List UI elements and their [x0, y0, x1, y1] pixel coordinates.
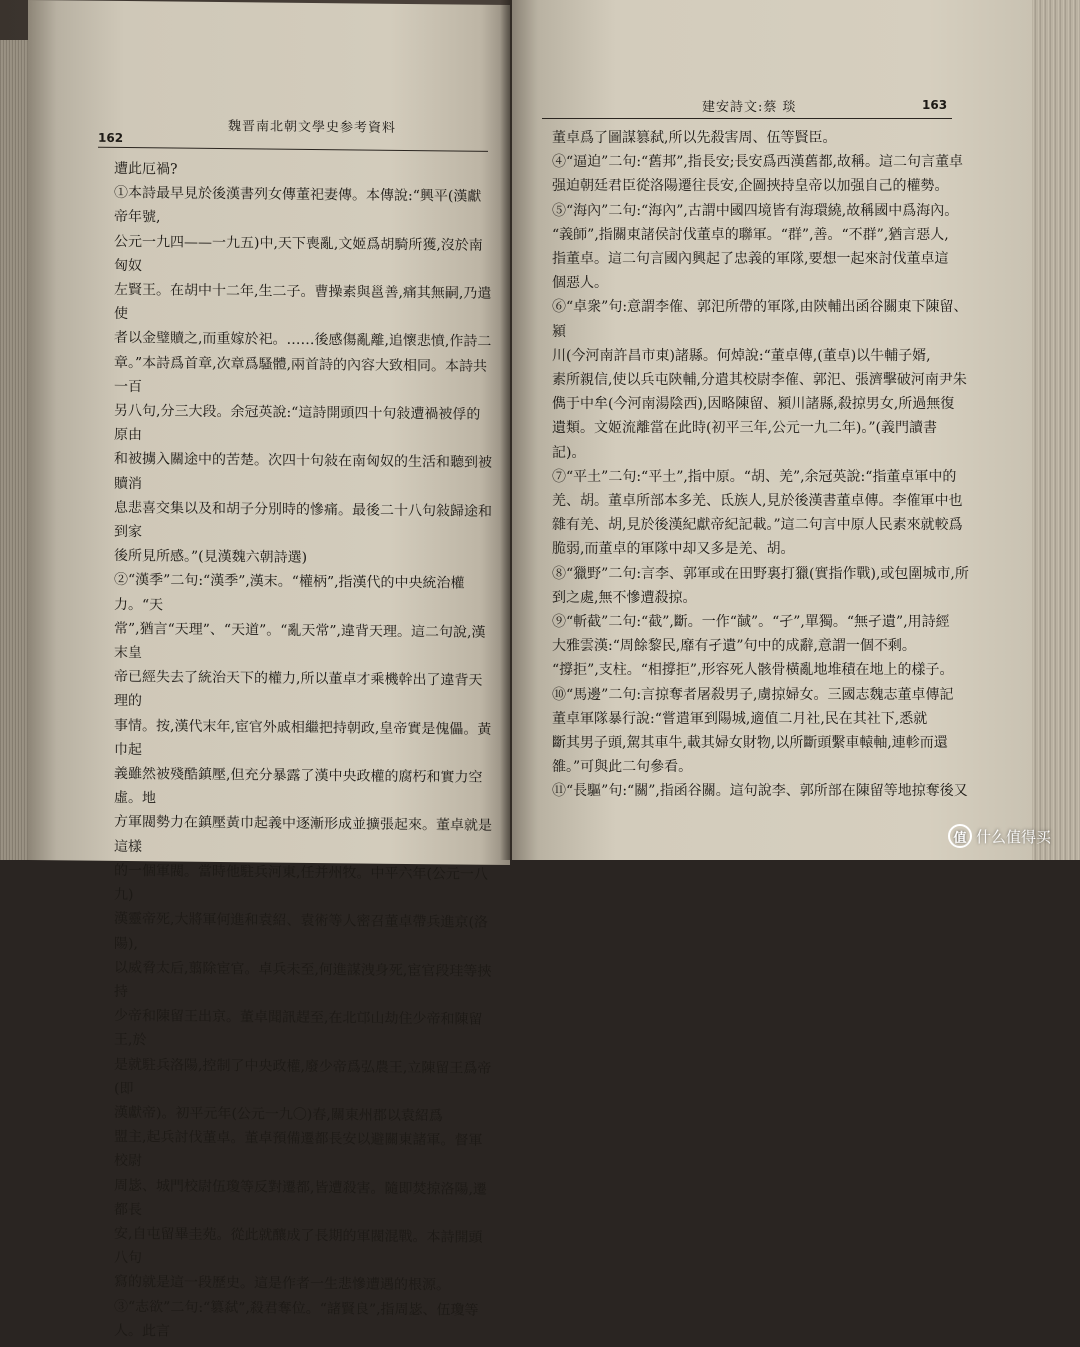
text-line: 者以金璧贖之,而重嫁於祀。……後感傷亂離,追懷悲憤,作詩二 — [114, 330, 492, 351]
text-line: 董卓爲了圖謀篡弑,所以先殺害周、伍等賢臣。 — [552, 130, 837, 146]
text-line: 川(今河南許昌市東)諸縣。何焯說:“董卓傳,(董卓)以牛輔子婿, — [552, 347, 931, 364]
right-page-body — [552, 126, 972, 804]
text-line: 遺類。文姬流離當在此時(初平三年,公元一九二年)。”(義門讀書 — [552, 420, 937, 437]
text-line: ①本詩最早見於後漢書列女傳董祀妻傳。本傳說:“興平(漢獻帝年號, — [114, 185, 482, 226]
text-line: 個惡人。 — [552, 275, 608, 292]
text-line: 是就駐兵洛陽,控制了中央政權,廢少帝爲弘農王,立陳留王爲帝(即 — [114, 1056, 492, 1097]
text-line: 的一個軍閥。當時他駐兵河東,任并州牧。中平六年(公元一八九) — [114, 862, 488, 904]
text-line: 義雖然被殘酷鎮壓,但充分暴露了漢中央政權的腐朽和實力空虛。地 — [114, 765, 483, 807]
text-line: 寫的就是這一段歷史。這是作者一生悲慘遭遇的根源。 — [114, 1274, 450, 1294]
left-page-number: 162 — [98, 130, 124, 145]
text-line: 息悲喜交集以及和胡子分別時的慘痛。最後二十八句敍歸途和到家 — [114, 499, 492, 541]
text-line: 周毖、城門校尉伍瓊等反對遷都,皆遭殺害。隨即焚掠洛陽,遷都長 — [114, 1177, 487, 1218]
text-line: ⑩“馬邊”二句:言掠奪者屠殺男子,虜掠婦女。三國志魏志董卓傳記 — [552, 686, 954, 703]
text-line: 大雅雲漢:“周餘黎民,靡有孑遺”句中的成辭,意謂一個不剩。 — [552, 638, 916, 655]
text-line: 常”,猶言“天理”、“天道”。“亂天常”,違背天理。這二句說,漢末皇 — [114, 620, 486, 662]
text-line: ③“志欲”二句:“篡弑”,殺君奪位。“諸賢良”,指周毖、伍瓊等人。此言 — [114, 1298, 479, 1340]
text-line: 雒。”可與此二句參看。 — [552, 759, 693, 776]
text-line: 後所見所感。”(見漢魏六朝詩選) — [114, 548, 308, 567]
text-line: ⑪“長驅”句:“關”,指函谷關。這句說李、郭所部在陳留等地掠奪後又 — [552, 783, 968, 800]
text-line: 方軍閥勢力在鎮壓黃巾起義中逐漸形成並擴張起來。董卓就是這樣 — [114, 814, 492, 855]
text-line: 和被擄入關途中的苦楚。次四十句敍在南匈奴的生活和聽到被贖消 — [114, 451, 492, 492]
text-line: ⑤“海內”二句:“海內”,古謂中國四境皆有海環繞,故稱國中爲海內。 — [552, 202, 959, 219]
text-line: ⑥“卓衆”句:意謂李傕、郭汜所帶的軍隊,由陝輔出函谷關東下陳留、潁 — [552, 299, 968, 340]
right-running-head: 建安詩文:蔡 琰 — [702, 100, 797, 115]
text-line: 公元一九四——一九五)中,天下喪亂,文姬爲胡騎所獲,沒於南匈奴 — [114, 233, 483, 275]
right-page-number: 163 — [922, 98, 948, 112]
left-page — [28, 0, 510, 1340]
text-line: 記)。 — [552, 444, 586, 461]
right-page — [512, 0, 1032, 860]
left-running-head: 魏晋南北朝文學史参考資料 — [228, 119, 397, 136]
watermark-text: 什么值得买 — [976, 827, 1052, 846]
text-line: 到之處,無不慘遭殺掠。 — [552, 589, 697, 606]
text-line: “義師”,指關東諸侯討伐董卓的聯軍。“群”,善。“不群”,猶言惡人, — [552, 226, 949, 243]
text-line: 儁于中牟(今河南湯陰西),因略陳留、潁川諸縣,殺掠男女,所過無復 — [552, 396, 955, 413]
right-page-edges — [1032, 0, 1080, 860]
left-header-rule — [98, 147, 488, 152]
text-line: 漢靈帝死,大將軍何進和袁紹、袁術等人密召董卓帶兵進京(洛陽), — [114, 911, 488, 952]
text-line: 遭此厄禍? — [114, 160, 178, 178]
right-header-rule — [542, 118, 952, 119]
text-line: 少帝和陳留王出京。董卓聞訊趕至,在北邙山劫住少帝和陳留王,於 — [114, 1008, 483, 1049]
text-line: 左賢王。在胡中十二年,生二子。曹操素與邕善,痛其無嗣,乃遣使 — [114, 281, 492, 323]
text-line: 雜有羌、胡,見於後漢紀獻帝紀記載。”這二句言中原人民素來就較爲 — [552, 517, 963, 534]
text-line: 脆弱,而董卓的軍隊中却又多是羌、胡。 — [552, 541, 795, 558]
text-line: 指董卓。這二句言國內興起了忠義的軍隊,要想一起來討伐董卓這 — [552, 251, 949, 268]
text-line: 章。”本詩爲首章,次章爲騷體,兩首詩的內容大致相同。本詩共一百 — [114, 354, 488, 396]
left-page-body — [114, 157, 494, 1347]
text-line: 羌、胡。董卓所部本多羌、氐族人,見於後漢書董卓傳。李傕軍中也 — [552, 493, 963, 510]
watermark — [948, 822, 1078, 850]
text-line: ⑦“平土”二句:“平土”,指中原。“胡、羌”,余冠英說:“指董卓軍中的 — [552, 468, 957, 485]
text-line: 帝已經失去了統治天下的權力,所以董卓才乘機幹出了違背天理的 — [114, 669, 483, 710]
text-line: 漢獻帝)。初平元年(公元一九〇)春,關東州郡以袁紹爲 — [114, 1104, 443, 1125]
watermark-badge-icon: 值 — [948, 824, 972, 848]
text-line: ⑧“獵野”二句:言李、郭軍或在田野裏打獵(實指作戰),或包圍城市,所 — [552, 565, 969, 582]
text-line: 盟主,起兵討伐董卓。董卓預備遷都長安以避關東諸軍。督軍校尉 — [114, 1129, 483, 1170]
text-line: 素所親信,使以兵屯陝輔,分遣其校尉李傕、郭汜、張濟擊破河南尹朱 — [552, 372, 967, 389]
text-line: 另八句,分三大段。余冠英說:“這詩開頭四十句敍遭禍被俘的原由 — [114, 402, 481, 444]
text-line: 斷其男子頭,駕其車牛,載其婦女財物,以所斷頭繫車轅軸,連軫而還 — [552, 735, 948, 752]
left-page-edges — [0, 40, 28, 860]
text-line: 安,自屯留畢圭苑。從此就釀成了長期的軍閥混戰。本詩開頭八句 — [114, 1225, 483, 1267]
text-line: ⑨“斬截”二句:“截”,斷。一作“馘”。“孑”,單獨。“無孑遺”,用詩經 — [552, 614, 950, 631]
text-line: 董卓軍隊暴行說:“嘗遣軍到陽城,適值二月社,民在其社下,悉就 — [552, 710, 928, 727]
text-line: “撐拒”,支柱。“相撐拒”,形容死人骸骨橫亂地堆積在地上的樣子。 — [552, 662, 954, 679]
text-line: ②“漢季”二句:“漢季”,漢末。“權柄”,指漢代的中央統治權力。“天 — [114, 572, 465, 614]
text-line: 以威脅太后,翦除宦官。卓兵未至,何進謀洩身死,宦官段珪等挾持 — [114, 959, 492, 1000]
text-line: 强迫朝廷君臣從洛陽遷往長安,企圖挾持皇帝以加强自己的權勢。 — [552, 178, 949, 195]
text-line: ④“逼迫”二句:“舊邦”,指長安;長安爲西漢舊都,故稱。這二句言董卓 — [552, 154, 963, 171]
text-line: 事情。按,漢代末年,宦官外戚相繼把持朝政,皇帝實是傀儡。黃巾起 — [114, 717, 492, 759]
